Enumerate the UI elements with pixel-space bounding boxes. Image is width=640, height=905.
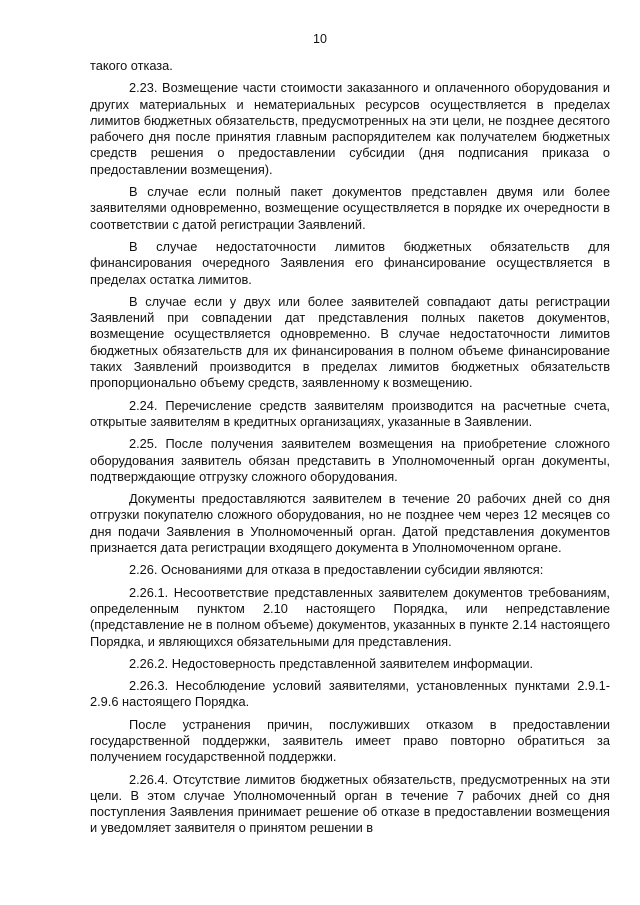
- paragraph-continuation: такого отказа.: [90, 58, 173, 73]
- paragraph-2-26-3: 2.26.3. Несоблюдение условий заявителями, установленных пунктами 2.9.1-2.9.6 настоящего Порядка.: [90, 678, 610, 710]
- paragraph-reapply: После устранения причин, послуживших отказом в предоставлении государственной поддержки, заявитель имеет право повторно обратиться за получением государственной поддержки.: [90, 716, 610, 765]
- paragraph-simultaneous-submission: В случае если полный пакет документов представлен двумя или более заявителями одновременно, возмещение осуществляется в порядке их очередности в соответствии с датой регистрации Заявлений.: [90, 184, 610, 232]
- page-number: 10: [313, 32, 327, 46]
- paragraph-insufficient-limits: В случае недостаточности лимитов бюджетных обязательств для финансирования очередного Заявления его финансирование осуществляется в пределах остатка лимитов.: [90, 238, 610, 287]
- document-body: [90, 58, 610, 843]
- paragraph-2-26-1: 2.26.1. Несоответствие представленных заявителем документов требованиям, определенным пунктом 2.10 настоящего Порядка, или непредставление (представление не в полном объеме) документов, указанных в пункте 2.14 настоящего Порядка, и являющихся обязательными для представления.: [90, 584, 610, 649]
- paragraph-2-26: 2.26. Основаниями для отказа в предоставлении субсидии являются:: [129, 562, 544, 578]
- paragraph-same-registration-dates: В случае если у двух или более заявителей совпадают даты регистрации Заявлений при совпадении дат представления полных пакетов документов, возмещение осуществляется одновременно. В случае недостаточности лимитов бюджетных обязательств для их финансирования в полном объеме финансирование таких Заявлений производится в пределах лимитов бюджетных обязательств пропорционально объему средств, заявленному к возмещению.: [90, 293, 610, 391]
- paragraph-2-24: 2.24. Перечисление средств заявителям производится на расчетные счета, открытые заявителям в кредитных организациях, указанные в Заявлении.: [90, 397, 610, 429]
- paragraph-2-26-2: 2.26.2. Недостоверность представленной заявителем информации.: [129, 655, 534, 671]
- paragraph-2-23: 2.23. Возмещение части стоимости заказанного и оплаченного оборудования и других материальных и нематериальных ресурсов осуществляется в пределах лимитов бюджетных обязательств, предусмотренных на эти цели, не позднее десятого рабочего дня после принятия главным распорядителем как получателем бюджетных средств решения о предоставлении субсидии (дня подписания приказа о предоставлении возмещения).: [90, 80, 610, 177]
- paragraph-2-25: 2.25. После получения заявителем возмещения на приобретение сложного оборудования заявитель обязан представить в Уполномоченный орган документы, подтверждающие отгрузку сложного оборудования.: [90, 436, 610, 484]
- paragraph-documents-deadline: Документы предоставляются заявителем в течение 20 рабочих дней со дня отгрузки покупателю сложного оборудования, но не позднее чем через 12 месяцев со дня подачи Заявления в Уполномоченный орган. Датой представления документов признается дата регистрации входящего документа в Уполномоченном органе.: [90, 491, 610, 556]
- paragraph-2-26-4: 2.26.4. Отсутствие лимитов бюджетных обязательств, предусмотренных на эти цели. В этом случае Уполномоченный орган в течение 7 рабочих дней со дня поступления Заявления принимает решение об отказе в предоставлении возмещения и уведомляет заявителя о принятом решении в: [90, 771, 610, 836]
